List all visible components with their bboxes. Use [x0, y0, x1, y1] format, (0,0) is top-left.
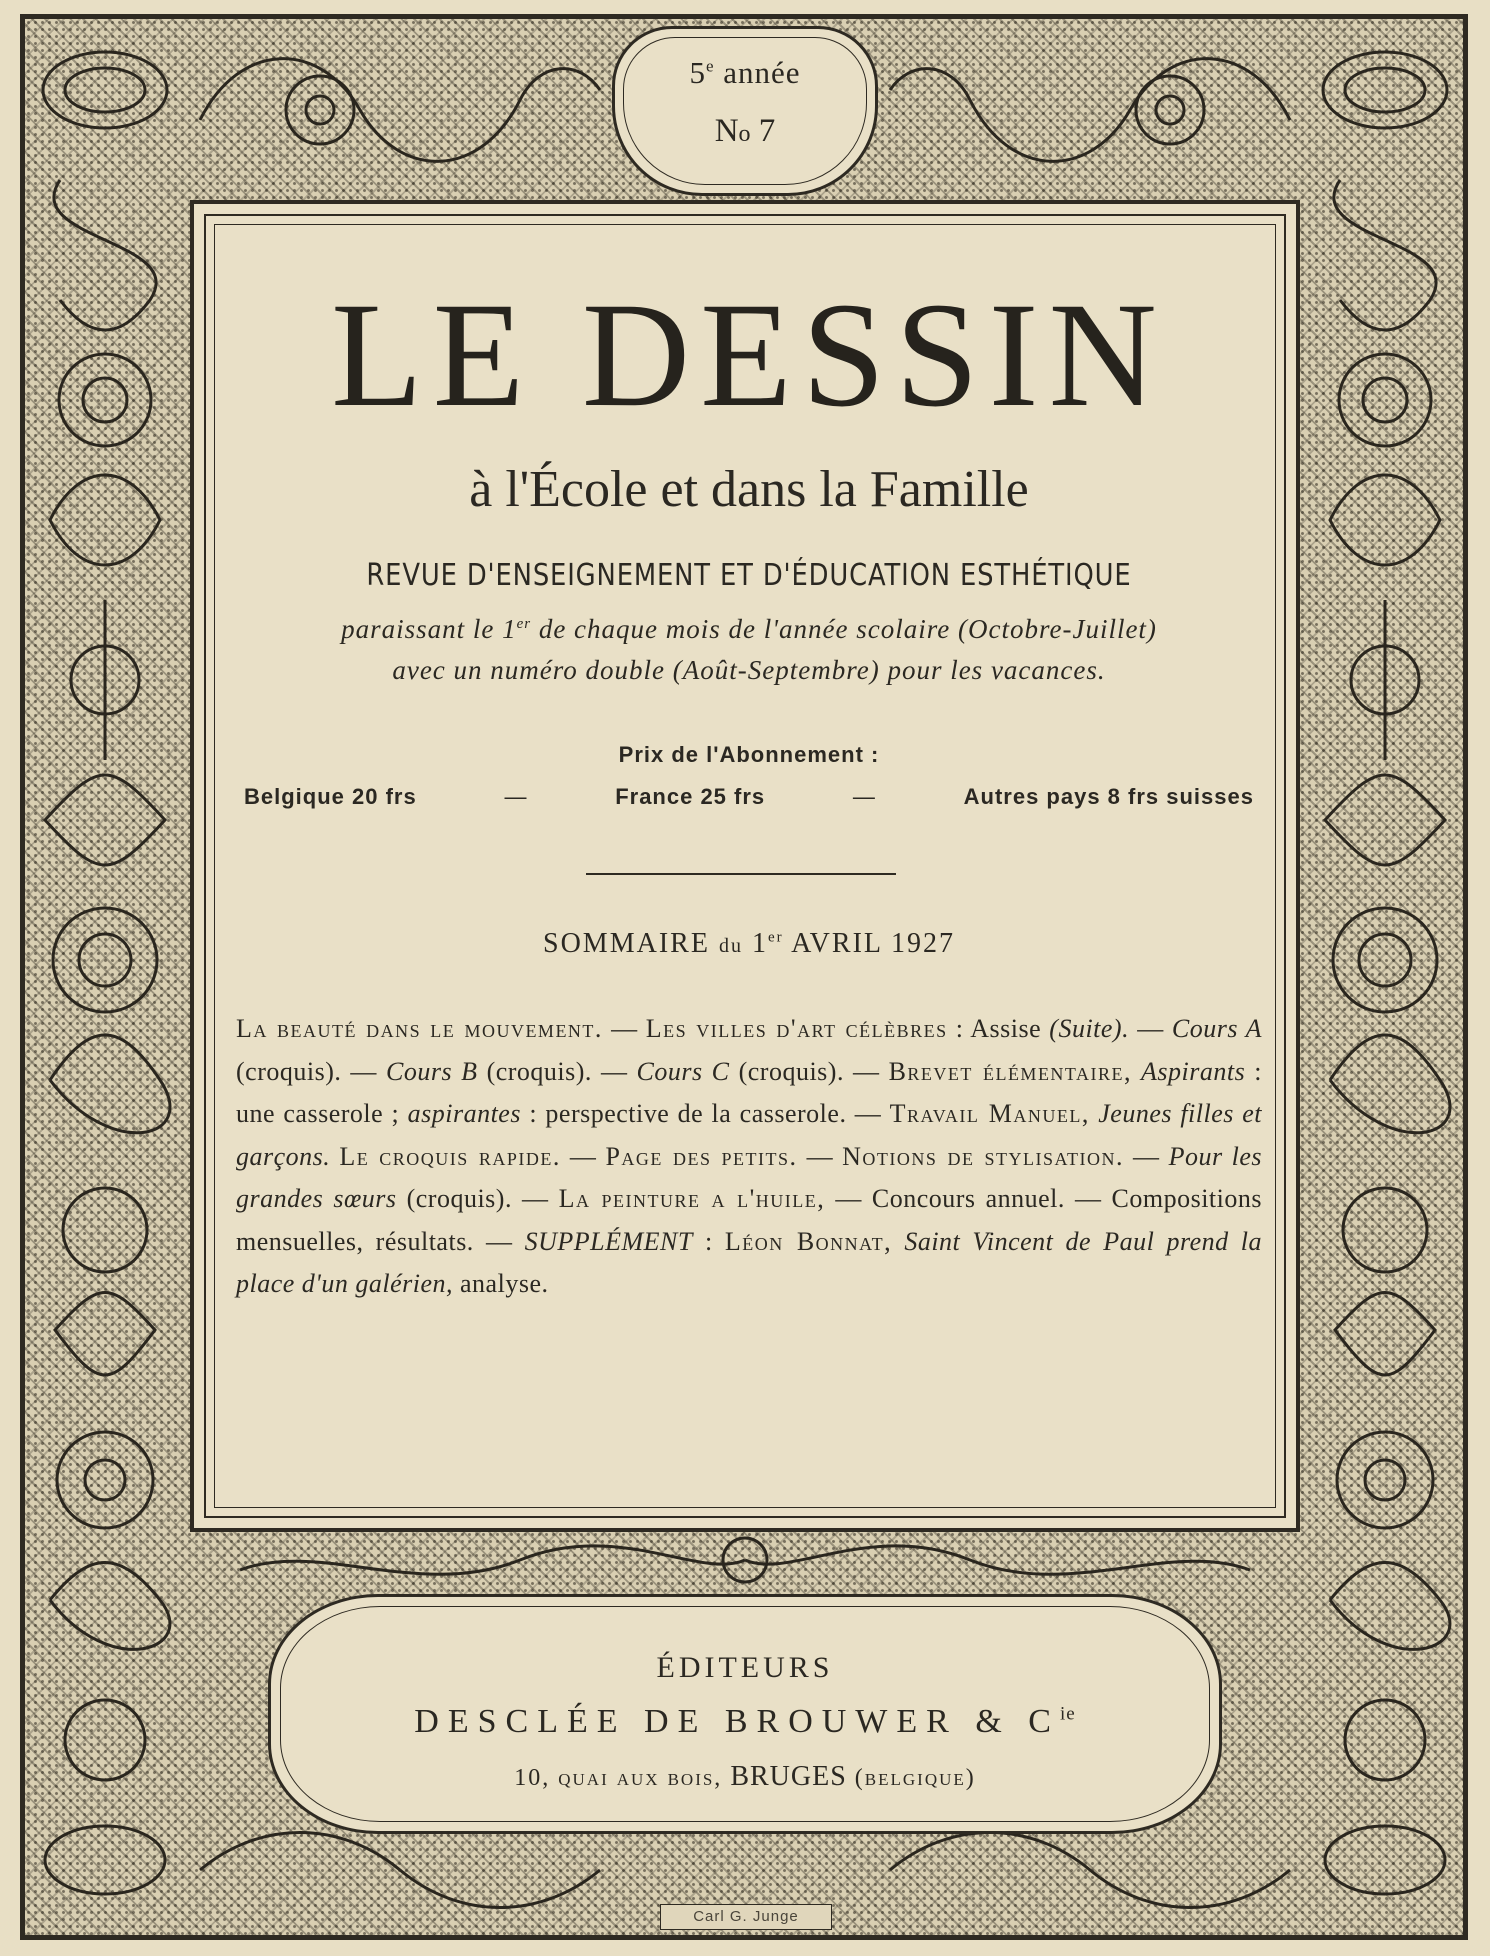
periodicity-line-1-start: paraissant le 1: [341, 614, 517, 644]
contents-segment: : Assise: [947, 1014, 1050, 1043]
contents-segment: [330, 1142, 339, 1171]
contents-segment: Léon Bonnat,: [724, 1226, 893, 1256]
contents-segment: — Concours annuel. — Compositions mensuelles, résultats. —: [236, 1184, 1262, 1256]
contents-segment: —: [1129, 1014, 1172, 1043]
periodicity-line-2: avec un numéro double (Août-Septembre) pour les vacances.: [392, 655, 1106, 685]
subscription-price-label: Prix de l'Abonnement :: [618, 742, 880, 767]
contents-segment: : une casserole ;: [236, 1056, 1263, 1128]
contents-segment: (croquis). —: [729, 1056, 889, 1086]
contents-segment: : perspective de la casserole. —: [520, 1099, 890, 1128]
issue-number-label-suffix: o: [738, 121, 751, 147]
publisher-cartouche: [268, 1594, 1222, 1834]
contents-segment: La peinture a l'huile,: [558, 1184, 826, 1213]
contents-segment: Notions de stylisation.: [842, 1141, 1124, 1171]
issue-number-label: N: [714, 113, 739, 149]
year-number: 5: [689, 55, 706, 90]
contents-segment: —: [560, 1141, 606, 1171]
contents-segment: —: [797, 1141, 843, 1171]
price-other-countries: Autres pays 8 frs suisses: [963, 784, 1254, 809]
issue-number: [615, 113, 875, 150]
contents-segment: :: [692, 1226, 725, 1256]
periodicity-note: [236, 604, 1262, 691]
contents-segment: Pour les grandes sœurs: [236, 1141, 1263, 1213]
revue-description: REVUE D'ENSEIGNEMENT ET D'ÉDUCATION ESTHÉTIQUE: [366, 558, 1132, 593]
contents-segment: —: [602, 1014, 646, 1043]
section-divider: [586, 873, 896, 875]
contents-heading-day-sup: er: [767, 929, 784, 946]
year-suffix: e: [705, 56, 715, 76]
contents-segment: Page des petits.: [605, 1141, 798, 1171]
periodicity-line-1-sup: er: [516, 616, 532, 632]
price-separator: —: [852, 784, 876, 809]
magazine-subtitle: à l'École et dans la Famille: [469, 461, 1029, 518]
contents-segment: —: [1124, 1141, 1169, 1171]
periodicity-line-1: [236, 604, 1262, 650]
contents-segment: Travail Manuel,: [889, 1099, 1090, 1128]
contents-segment: [1090, 1099, 1098, 1128]
contents-heading: [236, 928, 1262, 960]
contents-segment: Cours A: [1171, 1014, 1263, 1043]
engraver-signature: Carl G. Junge: [660, 1904, 832, 1930]
contents-segment: (croquis). —: [236, 1056, 386, 1086]
contents-heading-du: du: [718, 935, 743, 957]
contents-segment: (croquis). —: [396, 1184, 559, 1213]
contents-segment: SUPPLÉMENT: [524, 1226, 693, 1256]
price-separator: —: [504, 784, 528, 809]
contents-segment: (croquis). —: [477, 1056, 637, 1086]
title-panel-content: [236, 242, 1262, 1492]
contents-segment: Le croquis rapide.: [339, 1141, 561, 1171]
contents-segment: Saint Vincent de Paul prend la place d'un galérien,: [236, 1226, 1262, 1298]
contents-segment: Cours C: [636, 1056, 730, 1086]
contents-segment: [1132, 1057, 1141, 1086]
contents-paragraph: [236, 1008, 1262, 1306]
contents-segment: La beauté dans le mouvement.: [236, 1014, 603, 1043]
contents-heading-day: 1: [751, 928, 768, 959]
contents-segment: aspirantes: [407, 1099, 521, 1128]
year-word: année: [723, 55, 801, 90]
year-of-publication: [615, 55, 875, 91]
contents-segment: Brevet élémentaire,: [888, 1056, 1132, 1086]
publisher-name-text: DESCLÉE DE BROUWER & C: [414, 1703, 1060, 1740]
contents-segment: Les villes d'art célèbres: [645, 1014, 948, 1043]
periodicity-line-1-end: de chaque mois de l'année scolaire (Octobre-Juillet): [531, 614, 1157, 644]
contents-segment: Cours B: [385, 1056, 478, 1086]
contents-segment: (Suite).: [1049, 1014, 1130, 1043]
subscription-prices: [236, 784, 1262, 810]
contents-heading-date: AVRIL 1927: [791, 928, 955, 959]
publisher-address: [271, 1761, 1219, 1793]
price-belgique: Belgique 20 frs: [244, 784, 417, 809]
contents-segment: [892, 1227, 904, 1256]
contents-segment: analyse.: [453, 1269, 549, 1298]
contents-heading-word: SOMMAIRE: [543, 928, 710, 959]
publisher-name: [271, 1703, 1219, 1741]
publishers-label: ÉDITEURS: [656, 1651, 834, 1684]
contents-segment: Jeunes filles et garçons.: [236, 1099, 1263, 1171]
title-panel: [190, 200, 1300, 1532]
contents-list: [236, 1008, 1262, 1306]
contents-segment: Aspirants: [1141, 1056, 1246, 1086]
address-city: BRUGES: [730, 1761, 847, 1792]
price-france: France 25 frs: [615, 784, 766, 809]
issue-number-value: 7: [758, 113, 776, 149]
magazine-title: LE DESSIN: [331, 272, 1167, 438]
issue-cartouche: [612, 26, 878, 196]
address-country: (belgique): [854, 1765, 976, 1791]
publisher-name-sup: ie: [1059, 1703, 1076, 1725]
address-street: 10, quai aux bois,: [514, 1765, 723, 1791]
